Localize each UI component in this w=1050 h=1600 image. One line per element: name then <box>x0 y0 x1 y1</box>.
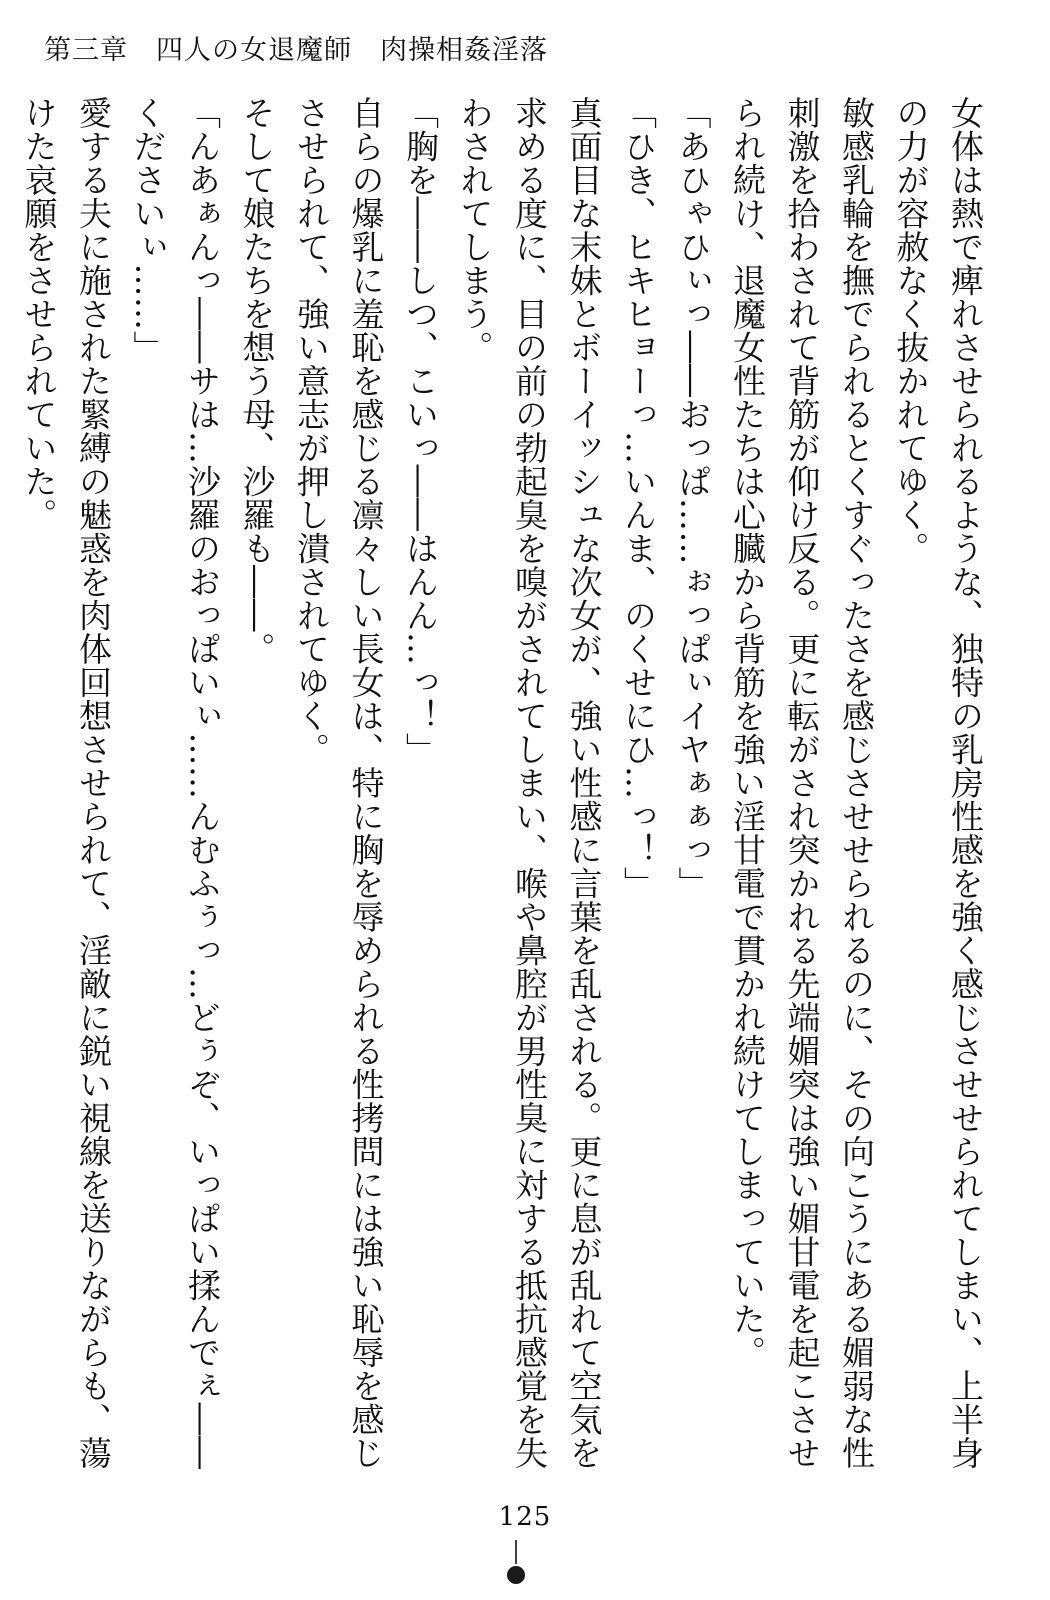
page-marker-dot <box>507 1566 525 1584</box>
paragraph: 敏感乳輪を撫でられるとくすぐったさを感じさせせられるのに、その向こうにある媚弱な性刺激を拾わされて背筋が仰け反る。更に転がされ突かれる先端媚突は強い媚甘電を起こさせられ続け、退魔女性たちは心臓から背筋を強い淫甘電で貫かれ続けてしまっていた。 <box>728 96 876 1470</box>
paragraph: そして娘たちを想う母、沙羅も――。 <box>237 96 277 666</box>
paragraph: 愛する夫に施された緊縛の魅惑を肉体回想させられて、淫敵に鋭い視線を送りながらも、蕩けた哀願をさせられていた。 <box>19 96 113 1470</box>
paragraph: 自らの爆乳に羞恥を感じる凛々しい長女は、特に胸を辱められる性拷問には強い恥辱を感じさせられて、強い意志が押し潰されてゆく。 <box>292 96 386 1470</box>
dialogue-line: 「ひき、ヒキヒョーっ…いんま、のくせにひ…っ！」 <box>619 96 658 900</box>
paragraph: 真面目な末妹とボーイッシュな次女が、強い性感に言葉を乱される。更に息が乱れて空気を求める度に、目の前の勃起臭を嗅がされてしまい、喉や鼻腔が男性臭に対する抵抗感覚を失わされてしまう。 <box>455 96 604 1470</box>
page-marker-line <box>515 1540 517 1564</box>
paragraph: 女体は熱で痺れさせられるような、独特の乳房性感を強く感じさせせられてしまい、上半身の力が容赦なく抜かれてゆく。 <box>891 96 985 1470</box>
chapter-title: 第三章 四人の女退魔師 肉操相姦淫落 <box>44 35 548 66</box>
dialogue-line: 「胸を――しつ、こいっ――はんん…っ！」 <box>401 96 440 766</box>
dialogue-line: 「あひゃひぃっ――おっぱ……ぉっぱぃイヤぁぁっ」 <box>673 96 713 900</box>
body-text <box>19 96 992 1488</box>
dialogue-line: 「んあぁんっ――サは…沙羅のおっぱいぃ……んむふぅっ…どぅぞ、いっぱい揉んでぇ――くださいぃ……」 <box>128 96 222 1470</box>
page-number: 125 <box>498 1502 552 1532</box>
